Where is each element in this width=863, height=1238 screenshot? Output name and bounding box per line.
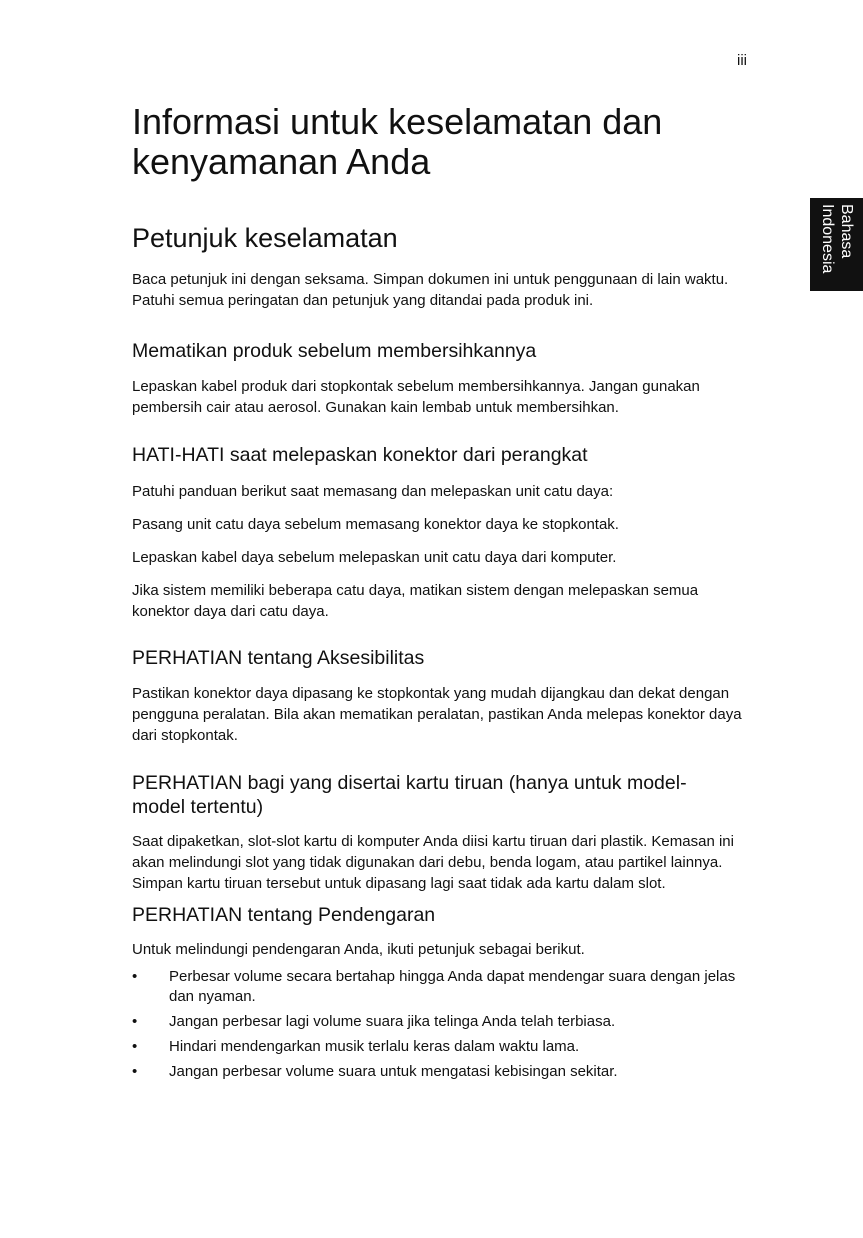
page-content (132, 102, 752, 1087)
bullet-marker: • (132, 968, 138, 985)
list-item (132, 967, 752, 1007)
page-title: Informasi untuk keselamatan dan kenyamanan Anda (132, 101, 663, 182)
list-item-text: Jangan perbesar volume suara untuk mengatasi kebisingan sekitar. (169, 1063, 618, 1080)
bullet-marker: • (132, 1038, 138, 1055)
section-connector-paragraph-2: Pasang unit catu daya sebelum memasang konektor daya ke stopkontak. (132, 516, 619, 533)
section-dummy-card-heading: PERHATIAN bagi yang disertai kartu tiruan (hanya untuk model-model tertentu) (132, 772, 687, 818)
page-number: iii (737, 52, 747, 69)
section-hearing-paragraph: Untuk melindungi pendengaran Anda, ikuti petunjuk sebagai berikut. (132, 941, 585, 958)
list-item-text: Jangan perbesar lagi volume suara jika telinga Anda telah terbiasa. (169, 1013, 616, 1030)
section-connector-paragraph-4: Jika sistem memiliki beberapa catu daya, matikan sistem dengan melepaskan semua konektor daya dari catu daya. (132, 582, 699, 620)
section-accessibility-paragraph: Pastikan konektor daya dipasang ke stopkontak yang mudah dijangkau dan dekat dengan pengguna peralatan. Bila akan mematikan peralatan, pastikan Anda melepas konektor daya dari stopkontak. (132, 685, 742, 744)
list-item (132, 1037, 752, 1057)
language-tab (810, 198, 863, 291)
list-item (132, 1012, 752, 1032)
list-item-text: Hindari mendengarkan musik terlalu keras dalam waktu lama. (169, 1038, 580, 1055)
section-hearing-heading: PERHATIAN tentang Pendengaran (132, 904, 436, 926)
intro-paragraph: Baca petunjuk ini dengan seksama. Simpan dokumen ini untuk penggunaan di lain waktu. Patuhi semua peringatan dan petunjuk yang ditandai pada produk ini. (132, 271, 729, 309)
section-connector-paragraph-3: Lepaskan kabel daya sebelum melepaskan unit catu daya dari komputer. (132, 549, 617, 566)
section-connector-heading: HATI-HATI saat melepaskan konektor dari perangkat (132, 444, 588, 466)
hearing-bullet-list (132, 967, 752, 1082)
section-cleaning-heading: Mematikan produk sebelum membersihkannya (132, 340, 537, 362)
bullet-marker: • (132, 1063, 138, 1080)
section-heading: Petunjuk keselamatan (132, 223, 398, 253)
section-cleaning-paragraph: Lepaskan kabel produk dari stopkontak sebelum membersihkannya. Jangan gunakan pembersih cair atau aerosol. Gunakan kain lembab untuk membersihkan. (132, 378, 700, 416)
section-accessibility-heading: PERHATIAN tentang Aksesibilitas (132, 647, 425, 669)
list-item (132, 1062, 752, 1082)
list-item-text: Perbesar volume secara bertahap hingga Anda dapat mendengar suara dengan jelas dan nyaman. (169, 968, 736, 1005)
language-tab-line-1: Bahasa (838, 204, 855, 259)
language-tab-line-2: Indonesia (819, 204, 836, 274)
language-tab-label (818, 204, 856, 273)
bullet-marker: • (132, 1013, 138, 1030)
section-dummy-card-paragraph: Saat dipaketkan, slot-slot kartu di komputer Anda diisi kartu tiruan dari plastik. Kemasan ini akan melindungi slot yang tidak digunakan dari debu, benda logam, atau partikel lainnya. Simpan kartu tiruan tersebut untuk dipasang lagi saat tidak ada kartu dalam slot. (132, 833, 734, 892)
section-connector-paragraph-1: Patuhi panduan berikut saat memasang dan melepaskan unit catu daya: (132, 483, 614, 500)
